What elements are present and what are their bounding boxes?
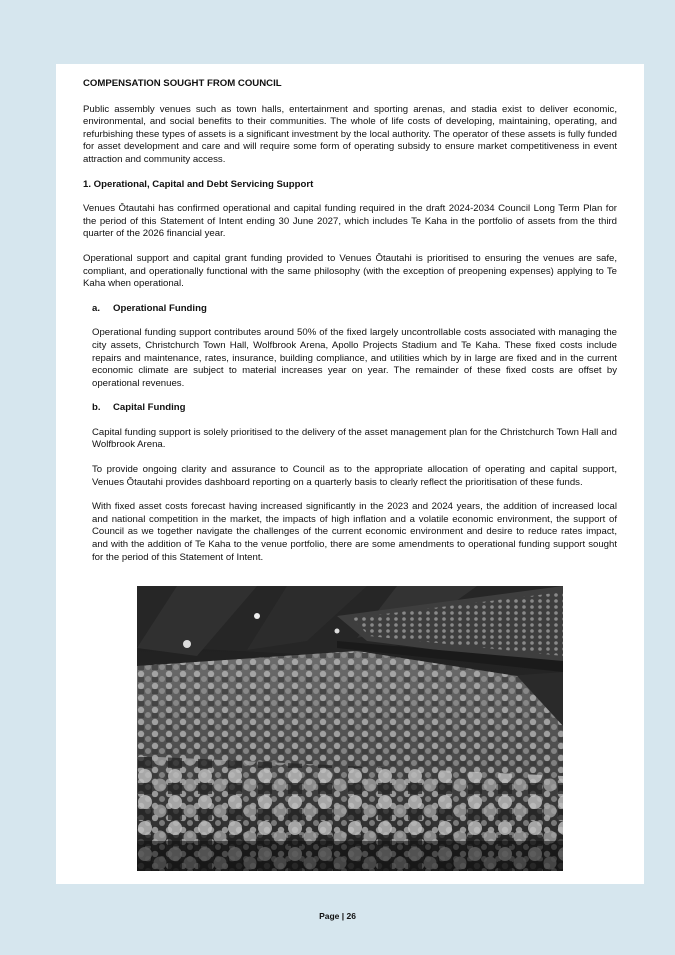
section-paragraph: Operational support and capital grant funding provided to Venues Ōtautahi is prioritised to ensuring the venues are safe, compliant, and operationally functional with the same philosophy (with the exception of preopening expenses) applying to Te Kaha when operational. [83,252,617,290]
subsection-heading-capital [92,402,617,415]
subsection-title: Capital Funding [113,402,186,414]
subsection-paragraph: Capital funding support is solely prioritised to the delivery of the asset management plan for the Christchurch Town Hall and Wolfbrook Arena. [92,426,617,451]
document-content [83,78,617,576]
audience-photo-image [137,586,563,871]
subsection-heading-operational [92,303,617,316]
section-heading: 1. Operational, Capital and Debt Servicing Support [83,178,314,190]
subsection-letter: b. [92,402,101,414]
page-title: COMPENSATION SOUGHT FROM COUNCIL [83,78,282,89]
subsection-paragraph: With fixed asset costs forecast having increased significantly in the 2023 and 2024 years, the addition of increased local and national competition in the market, the impacts of high inflation and a volatile economic environment, the support of Council as we together navigate the challenges of the current economic environment and desire to reduce rates impact, and with the addition of Te Kaha to the venue portfolio, there are some amendments to operational funding support sought for the period of this Statement of Intent. [92,501,617,563]
subsection-paragraph: Operational funding support contributes around 50% of the fixed largely uncontrollable costs associated with managing the city assets, Christchurch Town Hall, Wolfbrook Arena, Apollo Projects Stadium and Te Kaha. These fixed costs include repairs and maintenance, rates, insurance, building compliance, and utilities which by in large are fixed and in the current economic climate are subject to material increases year on year. The remainder of these fixed costs are offset by operational revenues. [92,327,617,389]
subsection-letter: a. [92,302,101,314]
subsection-title: Operational Funding [113,302,207,314]
subsection-paragraph: To provide ongoing clarity and assurance to Council as to the appropriate allocation of operating and capital support, Venues Ōtautahi provides dashboard reporting on a quarterly basis to clearly reflect the prioritisation of these funds. [92,464,617,488]
audience-photo [137,586,563,871]
section-paragraph: Venues Ōtautahi has confirmed operational and capital funding required in the draft 2024-2034 Council Long Term Plan for the period of this Statement of Intent ending 30 June 2027, which includes Te Kaha in the portfolio of assets from the third quarter of the 2026 financial year. [83,203,617,240]
page-number: Page | 26 [319,911,356,921]
document-page [56,64,644,884]
intro-paragraph: Public assembly venues such as town halls, entertainment and sporting arenas, and stadia exist to deliver economic, environmental, and social benefits to their communities. The whole of life costs of developing, maintaining, operating, and refurbishing these types of assets is a significant investment by the local authority. The operator of these assets is fully funded for asset development and care and will require some form of operating subsidy to ensure market competitiveness in event attraction and community access. [83,103,617,165]
